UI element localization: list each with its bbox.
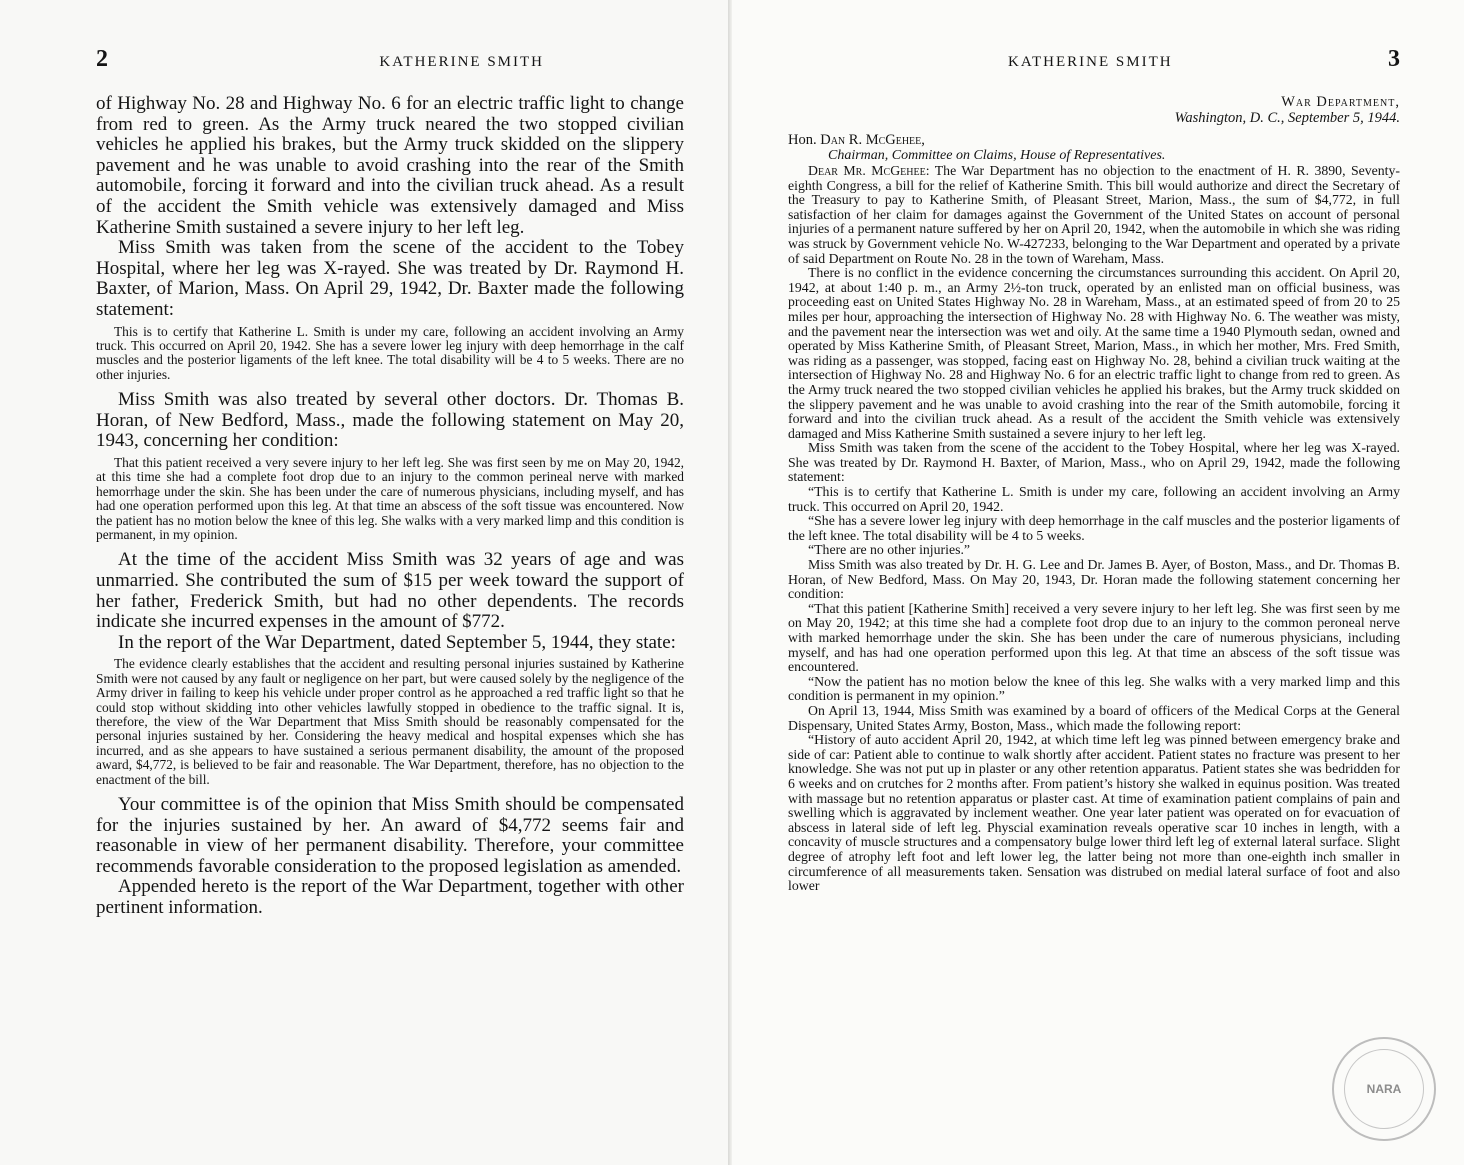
addressee-title: Chairman, Committee on Claims, House of Representatives. xyxy=(828,148,1166,163)
left-paragraph-7: Appended hereto is the report of the War Department, together with other pertinent information. xyxy=(96,876,684,918)
war-department-quote: The evidence clearly establishes that the accident and resulting personal injuries sustained by Katherine Smith were not caused by any fault or negligence on her part, but were caused solely by the negligence of the Army driver in failing to keep his vehicle under proper control as he approached a red traffic light so that he could stop without skidding into other vehicles lawfully stopped in obedience to the traffic signal. It is, therefore, the view of the War Department that Miss Smith should be reasonably compensated for the personal injuries sustained by her. Considering the heavy medical and hospital expenses which she has incurred, and as she appears to have sustained a serious permanent disability, the amount of the proposed award, $4,772, is believed to be fair and reasonable. The War Department, therefore, has no objection to the enactment of the bill. xyxy=(96,656,684,787)
page-number-left: 2 xyxy=(96,46,108,72)
left-paragraph-6: Your committee is of the opinion that Miss Smith should be compensated for the injuries sustained by her. An award of $4,772 seems fair and reasonable in view of her permanent disability. Therefore, your committee recommends favorable consideration to the proposed legislation as amended. xyxy=(96,794,684,877)
addressee-name: Dan R. McGehee, xyxy=(820,132,925,148)
left-paragraph-1: of Highway No. 28 and Highway No. 6 for an electric traffic light to change from red to green. As the Army truck neared the two stopped civilian vehicles he applied his brakes, but the Army truck skidded on the slippery pavement and he was unable to avoid crashing into the rear of the Smith automobile, forcing it forward and into the civilian truck ahead. As a result of the accident the Smith vehicle was extensively damaged and Miss Katherine Smith sustained a severe injury to her left leg. xyxy=(96,93,684,238)
running-head-title-left: KATHERINE SMITH xyxy=(379,54,544,70)
letter-paragraph-11: “History of auto accident April 20, 1942, at which time left leg was pinned between emergency brake and side of car: Patient able to continue to walk shortly after accident. Patient states no fracture was present to her knowledge. She was not put up in plaster or any other retention apparatus. Patient states she was bedridden for 6 weeks and on crutches for 2 months after. From patient’s history she walked in equinus position. Was treated with massage but no retention apparatus or plaster cast. At time of examination patient complains of pain and swelling which is aggravated by inclement weather. One year later patient was operated on for evacuation of abscess in lateral side of left leg. Physcial examination reveals operative scar 10 inches in length, with a concavity of muscle structures and a compensatory bulge lower third left leg of external lateral surface. Slight degree of atrophy left foot and left lower leg, the latter being not more than one-eighth inch smaller in circumference of all measurements taken. Sensation was distrubed on medial lateral surface of foot and also lower xyxy=(788,732,1400,894)
letter-paragraph-8: “That this patient [Katherine Smith] received a very severe injury to her left leg. She was first seen by me on May 20, 1942; at this time she had a complete foot drop due to an injury to the common peroneal nerve with marked hemorrhage under the skin. She has been under the care of numerous physicians, including myself, and has had one operation performed upon this leg. At that time an abscess of the soft tissue was encountered. xyxy=(788,600,1400,675)
letterhead xyxy=(788,94,1400,126)
letter-paragraph-1-text: The War Department has no objection to the enactment of H. R. 3890, Seventy-eighth Congress, a bill for the relief of Katherine Smith. This bill would authorize and direct the Secretary of the Treasury to pay to Katherine Smith, of Pleasant Street, Marion, Mass., the sum of $4,772, in full satisfaction of her claim for damages against the Government of the United States on account of personal injuries of a permanent nature suffered by her on April 20, 1942, when the automobile in which she was riding was struck by Government vehicle No. W-427233, belonging to the War Department and operated by a private of said Department on Route No. 28 in the town of Wareham, Mass. xyxy=(788,163,1401,266)
addressee-prefix: Hon. xyxy=(788,132,817,148)
left-paragraph-2: Miss Smith was taken from the scene of the accident to the Tobey Hospital, where her leg was X-rayed. She was treated by Dr. Raymond H. Baxter, of Marion, Mass. On April 29, 1942, Dr. Baxter made the following statement: xyxy=(96,237,684,320)
left-paragraph-4: At the time of the accident Miss Smith was 32 years of age and was unmarried. She contributed the sum of $15 per week toward the support of her father, Frederick Smith, but had no other dependents. The records indicate she incurred expenses in the amount of $772. xyxy=(96,549,684,633)
letter-paragraph-6: “There are no other injuries.” xyxy=(808,542,971,558)
right-page xyxy=(732,0,1464,1165)
left-paragraph-5: In the report of the War Department, dated September 5, 1944, they state: xyxy=(118,631,676,653)
baxter-quote: This is to certify that Katherine L. Smith is under my care, following an accident involving an Army truck. This occurred on April 20, 1942. She has a severe lower leg injury with deep hemorrhage in the calf muscles and the posterior ligaments of the left knee. The total disability will be 4 to 5 weeks. There are no other injuries. xyxy=(96,323,684,382)
right-running-head xyxy=(788,46,1400,86)
letter-paragraph-5: “She has a severe lower leg injury with deep hemorrhage in the calf muscles and the posterior ligaments of the left knee. The total disability will be 4 to 5 weeks. xyxy=(788,513,1400,543)
letter-paragraph-1 xyxy=(788,164,1400,266)
horan-quote: That this patient received a very severe injury to her left leg. She was first seen by me on May 20, 1942, at this time she had a complete foot drop due to an injury to the common perineal nerve with marked hemorrhage under the skin. She has been under the care of numerous physicians, including myself, and has had one operation performed upon this leg. At that time an abscess of the soft tissue was encountered. Now the patient has no motion below the knee of this leg. She walks with a very marked limp and this condition is permanent, in my opinion. xyxy=(96,454,684,542)
left-paragraph-3: Miss Smith was also treated by several other doctors. Dr. Thomas B. Horan, of New Bedford, Mass., made the following statement on May 20, 1943, concerning her condition: xyxy=(96,389,684,452)
addressee xyxy=(788,132,1400,148)
page-number-right: 3 xyxy=(1388,46,1400,72)
letter-paragraph-3: Miss Smith was taken from the scene of the accident to the Tobey Hospital, where her leg was X-rayed. She was treated by Dr. Raymond H. Baxter, of Marion, Mass., who on April 29, 1942, made the following statement: xyxy=(788,440,1400,485)
stamp-center-text: NARA xyxy=(1366,1082,1402,1096)
letter-paragraph-9: “Now the patient has no motion below the knee of this leg. She walks with a very marked limp and this condition is permanent in my opinion.” xyxy=(788,673,1400,704)
left-running-head xyxy=(96,46,684,86)
letter-paragraph-4: “This is to certify that Katherine L. Smith is under my care, following an accident involving an Army truck. This occurred on April 20, 1942. xyxy=(788,484,1400,514)
running-head-title-right: KATHERINE SMITH xyxy=(1008,54,1173,70)
salutation: Dear Mr. McGehee: xyxy=(808,163,930,178)
letter-paragraph-7: Miss Smith was also treated by Dr. H. G. Lee and Dr. James B. Ayer, of Boston, Mass., and Dr. Thomas B. Horan, of New Bedford, Mass. On May 20, 1943, Dr. Horan made the following statement concerning her condition: xyxy=(788,557,1400,602)
letterhead-place-date: Washington, D. C., September 5, 1944. xyxy=(1174,110,1400,126)
letter-paragraph-2: There is no conflict in the evidence concerning the circumstances surrounding this accident. On April 20, 1942, at about 1:40 p. m., an Army 2½-ton truck, operated by an enlisted man on official business, was proceeding east on United States Highway No. 28 in Wareham, Mass., at an estimated speed of from 20 to 25 miles per hour, approaching the intersection of Highway No. 28 with Highway No. 6. The weather was misty, and the pavement near the intersection was wet and oily. At the same time a 1940 Plymouth sedan, owned and operated by Miss Katherine Smith, of Pleasant Street, Marion, Mass., in which her mother, Mrs. Fred Smith, was riding as a passenger, was stopped, facing east on Highway No. 28, behind a civilian truck waiting at the intersection of Highway No. 28 and Highway No. 6 for an electric traffic light to change from red to green. As the Army truck neared the two stopped civilian vehicles he applied his brakes, but the Army truck skidded on the slippery pavement and he was unable to avoid crashing into the rear of the Smith automobile, forcing it forward and into the civilian truck ahead. As a result of the accident the Smith vehicle was extensively damaged and Miss Katherine Smith sustained a severe injury to her left leg. xyxy=(788,265,1400,441)
library-stamp xyxy=(1332,1037,1436,1141)
letterhead-department: War Department, xyxy=(1281,94,1400,110)
letter-paragraph-10: On April 13, 1944, Miss Smith was examined by a board of officers of the Medical Corps at the General Dispensary, United States Army, Boston, Mass., which made the following report: xyxy=(788,702,1400,733)
